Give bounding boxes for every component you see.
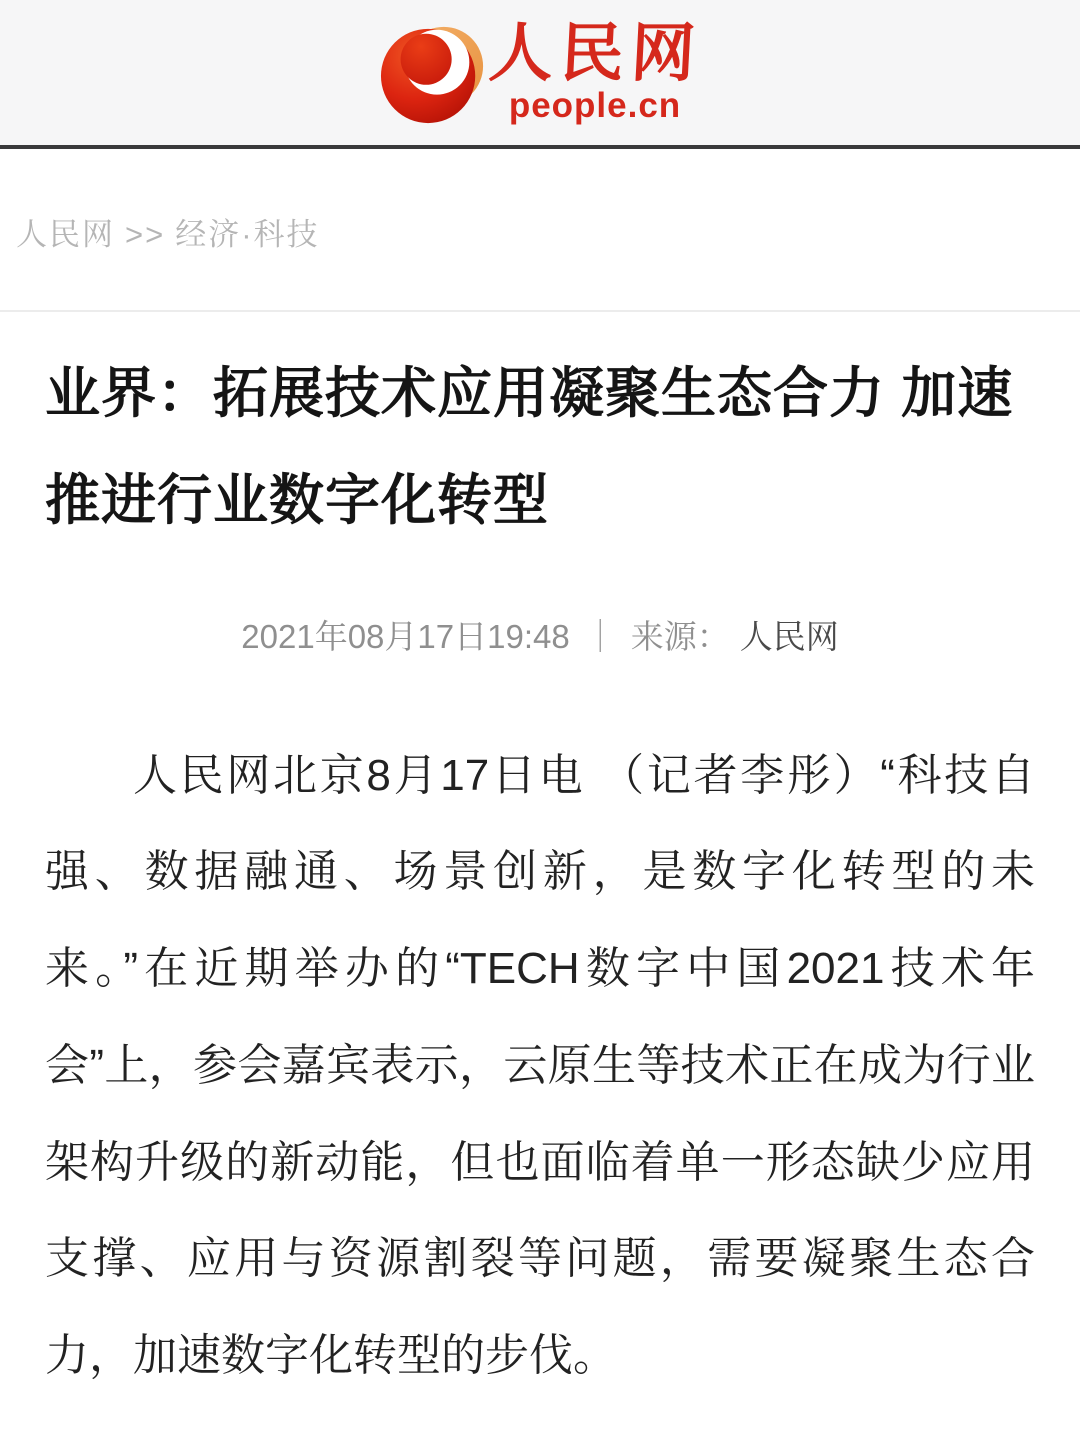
breadcrumb-section-link[interactable]: 经济·科技	[175, 217, 320, 252]
site-header	[0, 0, 1080, 149]
logo-en-text: people.cn	[508, 86, 682, 125]
logo-text	[486, 18, 704, 125]
meta-separator: ｜	[583, 617, 617, 655]
article-paragraph: 人民网北京8月17日电 （记者李彤）“科技自强、数据融通、场景创新，是数字化转型的未来。”在近期举办的“TECH数字中国2021技术年会”上，参会嘉宾表示，云原生等技术正在成为行业架构升级的新动能，但也面临着单一形态缺少应用支撑、应用与资源割裂等问题，需要凝聚生态合力，加速数字化转型的步伐。	[45, 750, 1035, 1381]
logo-cn-text: 人民网	[486, 18, 704, 89]
breadcrumb	[0, 149, 1080, 312]
source-name-link[interactable]: 人民网	[739, 617, 839, 655]
breadcrumb-separator: >>	[125, 217, 166, 252]
publish-date: 2021年08月17日19:48	[241, 617, 570, 655]
people-cn-logo[interactable]	[379, 17, 702, 129]
swirl-globe-icon	[379, 17, 487, 129]
article	[0, 340, 1080, 1405]
article-meta	[45, 611, 1035, 658]
source-label: 来源：	[630, 617, 730, 655]
breadcrumb-site-link[interactable]: 人民网	[16, 217, 115, 252]
page-title: 业界：拓展技术应用凝聚生态合力 加速推进行业数字化转型	[45, 362, 1014, 532]
